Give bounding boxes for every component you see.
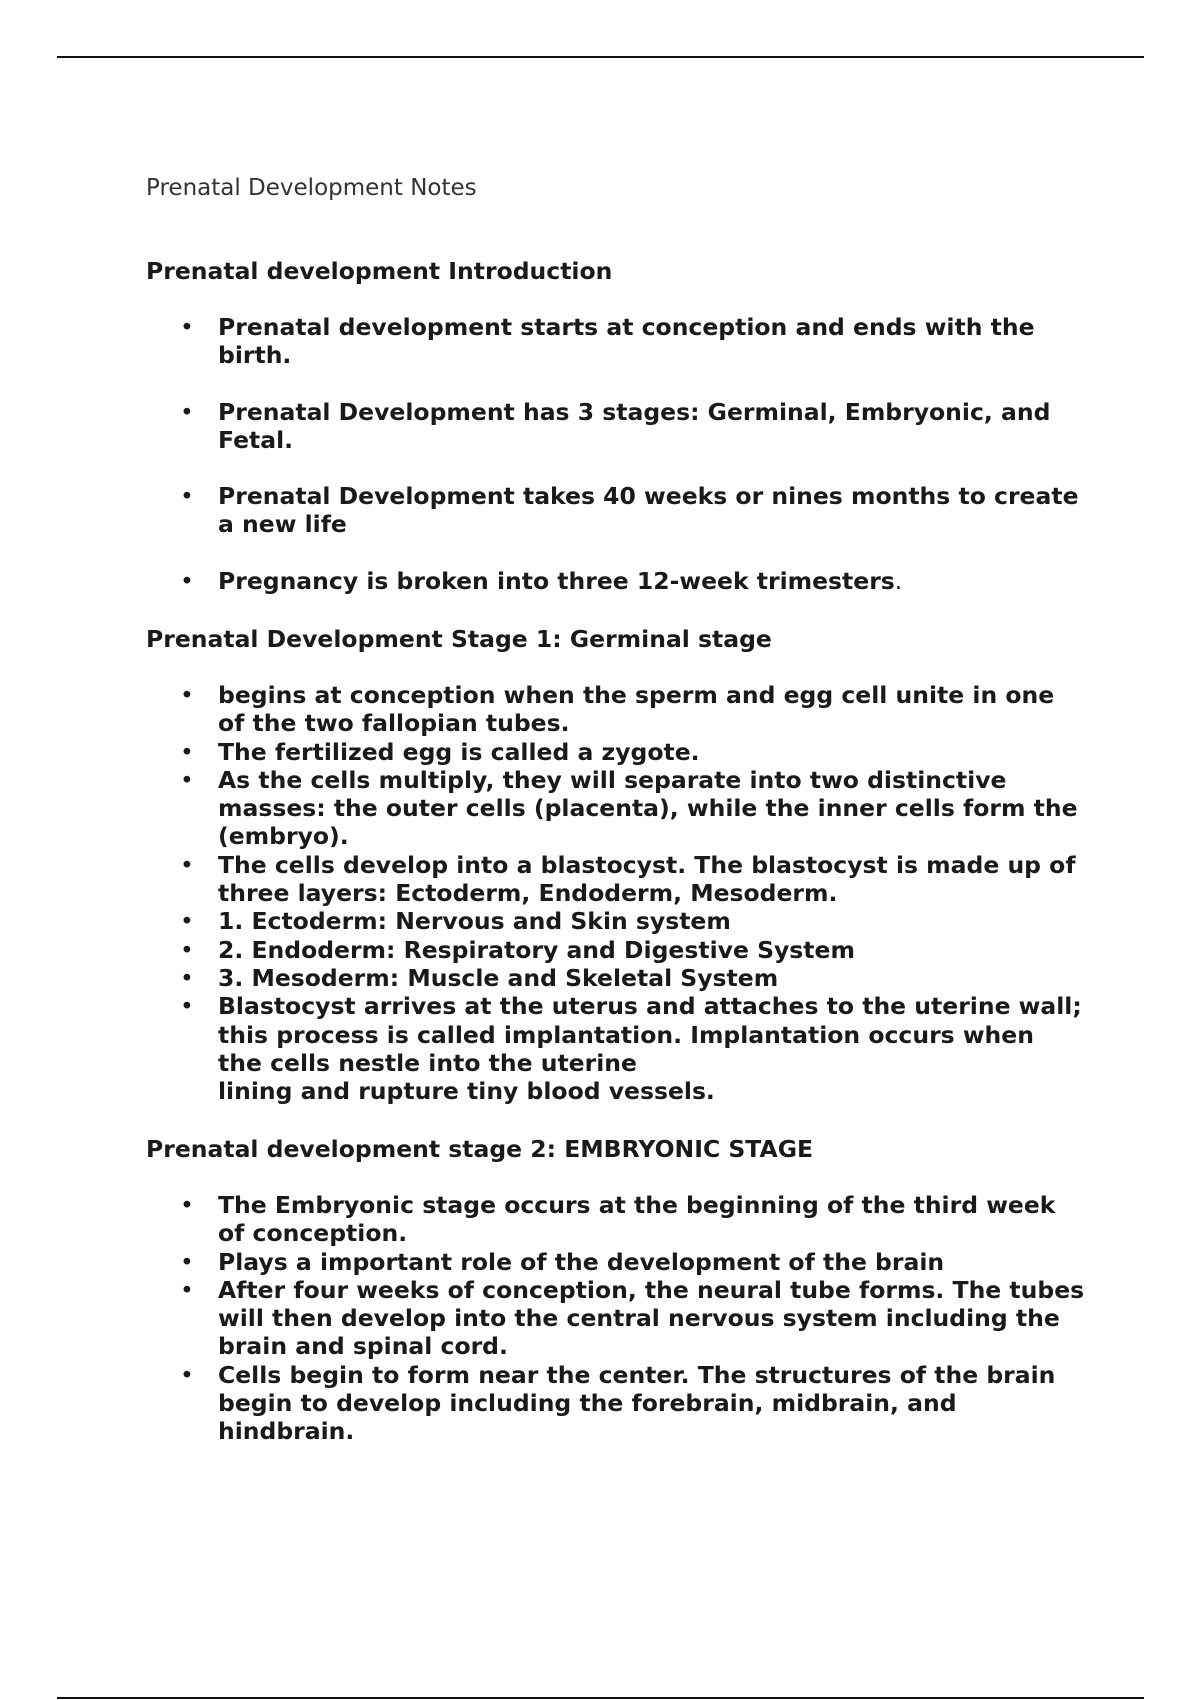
bullet-icon: • [180, 1247, 194, 1276]
list-item: • Cells begin to form near the center. The structures of the brain begin to develop including the forebrain, midbrain, and hindbrain. [180, 1360, 1056, 1446]
bullet-icon: • [180, 992, 194, 1021]
list-item: • Prenatal Development has 3 stages: Germinal, Embryonic, and Fetal. [180, 397, 1051, 454]
bullet-icon: • [180, 935, 194, 964]
list-item: • After four weeks of conception, the neural tube forms. The tubes will then develop into the central nervous system including the brain and spinal cord. [180, 1275, 1085, 1361]
bullet-list [146, 1191, 1086, 1446]
list-item: • 3. Mesoderm: Muscle and Skeletal System [180, 963, 779, 992]
list-item: • The Embryonic stage occurs at the beginning of the third week of conception. [180, 1191, 1056, 1248]
list-item: • begins at conception when the sperm and egg cell unite in one of the two fallopian tubes. [180, 681, 1055, 738]
bullet-icon: • [180, 1275, 194, 1304]
bullet-list [146, 313, 1086, 595]
bullet-icon: • [180, 1191, 194, 1219]
trailing-period: . [894, 566, 903, 595]
bullet-icon: • [180, 482, 194, 511]
bullet-icon: • [180, 681, 194, 709]
bullet-icon: • [180, 313, 194, 341]
section-introduction [146, 257, 1086, 595]
bullet-list [146, 681, 1086, 1105]
bullet-icon: • [180, 737, 194, 766]
list-item: • As the cells multiply, they will separate into two distinctive masses: the outer cells (placenta), while the inner cells form the (embryo). [180, 765, 1078, 851]
section-heading: Prenatal Development Stage 1: Germinal stage [146, 625, 772, 653]
list-item: • Plays a important role of the development of the brain [180, 1247, 945, 1276]
top-rule [57, 56, 1144, 58]
bullet-icon: • [180, 850, 194, 879]
list-item: • 2. Endoderm: Respiratory and Digestive System [180, 935, 855, 964]
bottom-rule [57, 1697, 1144, 1699]
bullet-icon: • [180, 566, 194, 595]
list-item: • 1. Ectoderm: Nervous and Skin system [180, 907, 731, 936]
bullet-icon: • [180, 963, 194, 992]
list-item: • Pregnancy is broken into three 12-week trimesters. [180, 566, 903, 595]
list-item: • Blastocyst arrives at the uterus and attaches to the uterine wall; this process is called implantation. Implantation occurs when the cells nestle into the uterine lining and rupture tiny blood vessels. [180, 992, 1082, 1106]
list-item: • Prenatal development starts at conception and ends with the birth. [180, 313, 1035, 370]
section-heading: Prenatal development Introduction [146, 257, 613, 285]
bullet-icon: • [180, 397, 194, 426]
bullet-icon: • [180, 907, 194, 936]
section-heading: Prenatal development stage 2: EMBRYONIC STAGE [146, 1135, 814, 1163]
list-item: • Prenatal Development takes 40 weeks or nines months to create a new life [180, 482, 1079, 539]
list-item: • The cells develop into a blastocyst. The blastocyst is made up of three layers: Ectoderm, Endoderm, Mesoderm. [180, 850, 1076, 908]
document-title: Prenatal Development Notes [146, 175, 477, 201]
section-embryonic-stage [146, 1135, 1086, 1446]
bullet-icon: • [180, 765, 194, 794]
section-germinal-stage [146, 625, 1086, 1105]
bullet-icon: • [180, 1360, 194, 1389]
list-item: • The fertilized egg is called a zygote. [180, 737, 700, 766]
